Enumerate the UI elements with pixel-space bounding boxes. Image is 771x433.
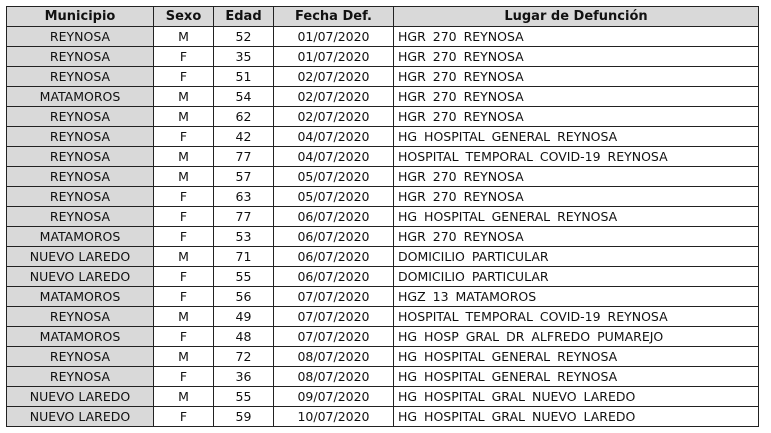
table-row [7, 87, 759, 107]
cell-sexo: M [154, 347, 214, 367]
cell-lugar: HG HOSPITAL GENERAL REYNOSA [394, 347, 759, 367]
table-row [7, 327, 759, 347]
cell-lugar: HG HOSP GRAL DR ALFREDO PUMAREJO [394, 327, 759, 347]
table-row [7, 127, 759, 147]
table-row [7, 387, 759, 407]
cell-lugar: DOMICILIO PARTICULAR [394, 267, 759, 287]
cell-lugar: HGZ 13 MATAMOROS [394, 287, 759, 307]
table-row [7, 147, 759, 167]
cell-municipio: REYNOSA [7, 167, 154, 187]
cell-sexo: F [154, 327, 214, 347]
cell-municipio: REYNOSA [7, 107, 154, 127]
cell-sexo: M [154, 87, 214, 107]
cell-sexo: F [154, 67, 214, 87]
table-row [7, 307, 759, 327]
cell-municipio: REYNOSA [7, 307, 154, 327]
cell-sexo: F [154, 227, 214, 247]
cell-edad: 49 [214, 307, 274, 327]
table-row [7, 167, 759, 187]
cell-edad: 57 [214, 167, 274, 187]
cell-lugar: HGR 270 REYNOSA [394, 87, 759, 107]
cell-edad: 52 [214, 27, 274, 47]
table-row [7, 367, 759, 387]
table-row [7, 407, 759, 427]
cell-edad: 36 [214, 367, 274, 387]
cell-lugar: HG HOSPITAL GRAL NUEVO LAREDO [394, 387, 759, 407]
cell-edad: 71 [214, 247, 274, 267]
cell-sexo: F [154, 187, 214, 207]
header-edad: Edad [214, 7, 274, 27]
cell-municipio: NUEVO LAREDO [7, 407, 154, 427]
cell-edad: 56 [214, 287, 274, 307]
header-sexo: Sexo [154, 7, 214, 27]
cell-lugar: HGR 270 REYNOSA [394, 107, 759, 127]
cell-sexo: M [154, 247, 214, 267]
cell-fecha: 07/07/2020 [274, 287, 394, 307]
cell-edad: 63 [214, 187, 274, 207]
table-row [7, 47, 759, 67]
cell-fecha: 06/07/2020 [274, 267, 394, 287]
table-row [7, 207, 759, 227]
cell-sexo: F [154, 367, 214, 387]
cell-fecha: 06/07/2020 [274, 207, 394, 227]
cell-sexo: M [154, 167, 214, 187]
cell-fecha: 08/07/2020 [274, 347, 394, 367]
cell-sexo: F [154, 207, 214, 227]
cell-edad: 53 [214, 227, 274, 247]
cell-edad: 51 [214, 67, 274, 87]
cell-lugar: DOMICILIO PARTICULAR [394, 247, 759, 267]
cell-fecha: 10/07/2020 [274, 407, 394, 427]
deaths-table [6, 6, 759, 427]
cell-sexo: M [154, 27, 214, 47]
cell-fecha: 07/07/2020 [274, 307, 394, 327]
cell-municipio: REYNOSA [7, 367, 154, 387]
table-row [7, 347, 759, 367]
cell-sexo: M [154, 147, 214, 167]
cell-fecha: 07/07/2020 [274, 327, 394, 347]
cell-municipio: REYNOSA [7, 147, 154, 167]
cell-lugar: HGR 270 REYNOSA [394, 167, 759, 187]
table-row [7, 27, 759, 47]
cell-edad: 48 [214, 327, 274, 347]
header-municipio: Municipio [7, 7, 154, 27]
cell-lugar: HOSPITAL TEMPORAL COVID-19 REYNOSA [394, 147, 759, 167]
table-row [7, 247, 759, 267]
cell-lugar: HG HOSPITAL GRAL NUEVO LAREDO [394, 407, 759, 427]
cell-fecha: 04/07/2020 [274, 147, 394, 167]
cell-lugar: HGR 270 REYNOSA [394, 227, 759, 247]
table-row [7, 227, 759, 247]
cell-fecha: 04/07/2020 [274, 127, 394, 147]
cell-municipio: REYNOSA [7, 347, 154, 367]
cell-lugar: HG HOSPITAL GENERAL REYNOSA [394, 367, 759, 387]
cell-municipio: MATAMOROS [7, 87, 154, 107]
cell-lugar: HGR 270 REYNOSA [394, 67, 759, 87]
table-row [7, 187, 759, 207]
cell-fecha: 01/07/2020 [274, 27, 394, 47]
cell-edad: 77 [214, 207, 274, 227]
cell-lugar: HGR 270 REYNOSA [394, 47, 759, 67]
cell-fecha: 01/07/2020 [274, 47, 394, 67]
cell-lugar: HGR 270 REYNOSA [394, 27, 759, 47]
cell-fecha: 02/07/2020 [274, 67, 394, 87]
header-fecha: Fecha Def. [274, 7, 394, 27]
cell-sexo: M [154, 307, 214, 327]
table-row [7, 67, 759, 87]
cell-edad: 59 [214, 407, 274, 427]
cell-fecha: 05/07/2020 [274, 167, 394, 187]
cell-edad: 55 [214, 387, 274, 407]
cell-edad: 54 [214, 87, 274, 107]
cell-municipio: REYNOSA [7, 127, 154, 147]
cell-fecha: 02/07/2020 [274, 87, 394, 107]
cell-fecha: 05/07/2020 [274, 187, 394, 207]
cell-edad: 55 [214, 267, 274, 287]
cell-edad: 62 [214, 107, 274, 127]
table-row [7, 267, 759, 287]
table-row [7, 287, 759, 307]
cell-municipio: NUEVO LAREDO [7, 247, 154, 267]
cell-municipio: REYNOSA [7, 47, 154, 67]
cell-edad: 42 [214, 127, 274, 147]
cell-sexo: M [154, 387, 214, 407]
cell-sexo: F [154, 407, 214, 427]
cell-sexo: F [154, 267, 214, 287]
cell-fecha: 06/07/2020 [274, 227, 394, 247]
table-row [7, 107, 759, 127]
cell-sexo: F [154, 47, 214, 67]
cell-edad: 35 [214, 47, 274, 67]
cell-lugar: HGR 270 REYNOSA [394, 187, 759, 207]
cell-municipio: REYNOSA [7, 67, 154, 87]
cell-municipio: NUEVO LAREDO [7, 267, 154, 287]
cell-fecha: 02/07/2020 [274, 107, 394, 127]
table-body [7, 27, 759, 427]
cell-sexo: M [154, 107, 214, 127]
cell-municipio: REYNOSA [7, 207, 154, 227]
table-header [7, 7, 759, 27]
cell-fecha: 08/07/2020 [274, 367, 394, 387]
cell-lugar: HG HOSPITAL GENERAL REYNOSA [394, 127, 759, 147]
cell-lugar: HOSPITAL TEMPORAL COVID-19 REYNOSA [394, 307, 759, 327]
cell-municipio: MATAMOROS [7, 327, 154, 347]
cell-municipio: REYNOSA [7, 27, 154, 47]
cell-municipio: NUEVO LAREDO [7, 387, 154, 407]
cell-fecha: 06/07/2020 [274, 247, 394, 267]
cell-municipio: MATAMOROS [7, 227, 154, 247]
cell-municipio: MATAMOROS [7, 287, 154, 307]
cell-edad: 72 [214, 347, 274, 367]
cell-fecha: 09/07/2020 [274, 387, 394, 407]
header-row [7, 7, 759, 27]
cell-sexo: F [154, 287, 214, 307]
cell-edad: 77 [214, 147, 274, 167]
cell-lugar: HG HOSPITAL GENERAL REYNOSA [394, 207, 759, 227]
cell-sexo: F [154, 127, 214, 147]
cell-municipio: REYNOSA [7, 187, 154, 207]
header-lugar: Lugar de Defunción [394, 7, 759, 27]
